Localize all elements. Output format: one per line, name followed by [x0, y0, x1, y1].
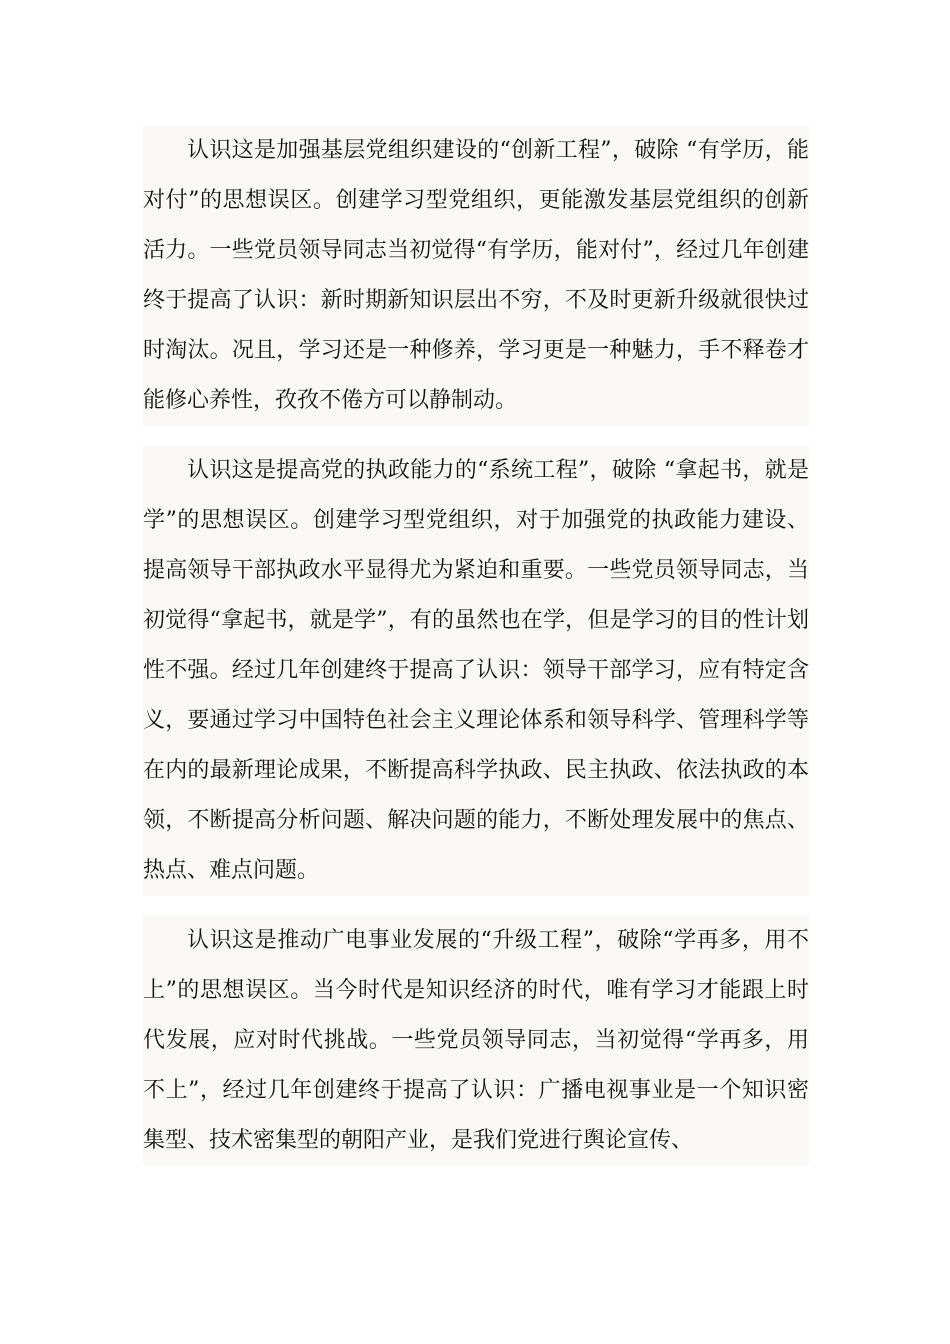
paragraph-block-2 — [143, 446, 809, 896]
paragraph-2: 认识这是提高党的执政能力的“系统工程”，破除 “拿起书，就是学”的思想误区。创建学习型党组织，对于加强党的执政能力建设、提高领导干部执政水平显得尤为紧迫和重要。一些党员领导同志，当初觉得“拿起书，就是学”，有的虽然也在学，但是学习的目的性计划性不强。经过几年创建终于提高了认识：领导干部学习，应有特定含义，要通过学习中国特色社会主义理论体系和领导科学、管理科学等在内的最新理论成果，不断提高科学执政、民主执政、依法执政的本领，不断提高分析问题、解决问题的能力，不断处理发展中的焦点、热点、难点问题。 — [143, 458, 809, 883]
paragraph-block-3 — [143, 916, 809, 1166]
paragraph-3: 认识这是推动广电事业发展的“升级工程”，破除“学再多，用不上”的思想误区。当今时代是知识经济的时代，唯有学习才能跟上时代发展，应对时代挑战。一些党员领导同志，当初觉得“学再多，用不上”，经过几年创建终于提高了认识：广播电视事业是一个知识密集型、技术密集型的朝阳产业，是我们党进行舆论宣传、 — [143, 928, 809, 1153]
paragraph-1: 认识这是加强基层党组织建设的“创新工程”，破除 “有学历，能对付”的思想误区。创建学习型党组织，更能激发基层党组织的创新活力。一些党员领导同志当初觉得“有学历，能对付”，经过几年创建终于提高了认识：新时期新知识层出不穷，不及时更新升级就很快过时淘汰。况且，学习还是一种修养，学习更是一种魅力，手不释卷才能修心养性，孜孜不倦方可以静制动。 — [143, 138, 809, 413]
paragraph-block-1 — [143, 126, 809, 426]
